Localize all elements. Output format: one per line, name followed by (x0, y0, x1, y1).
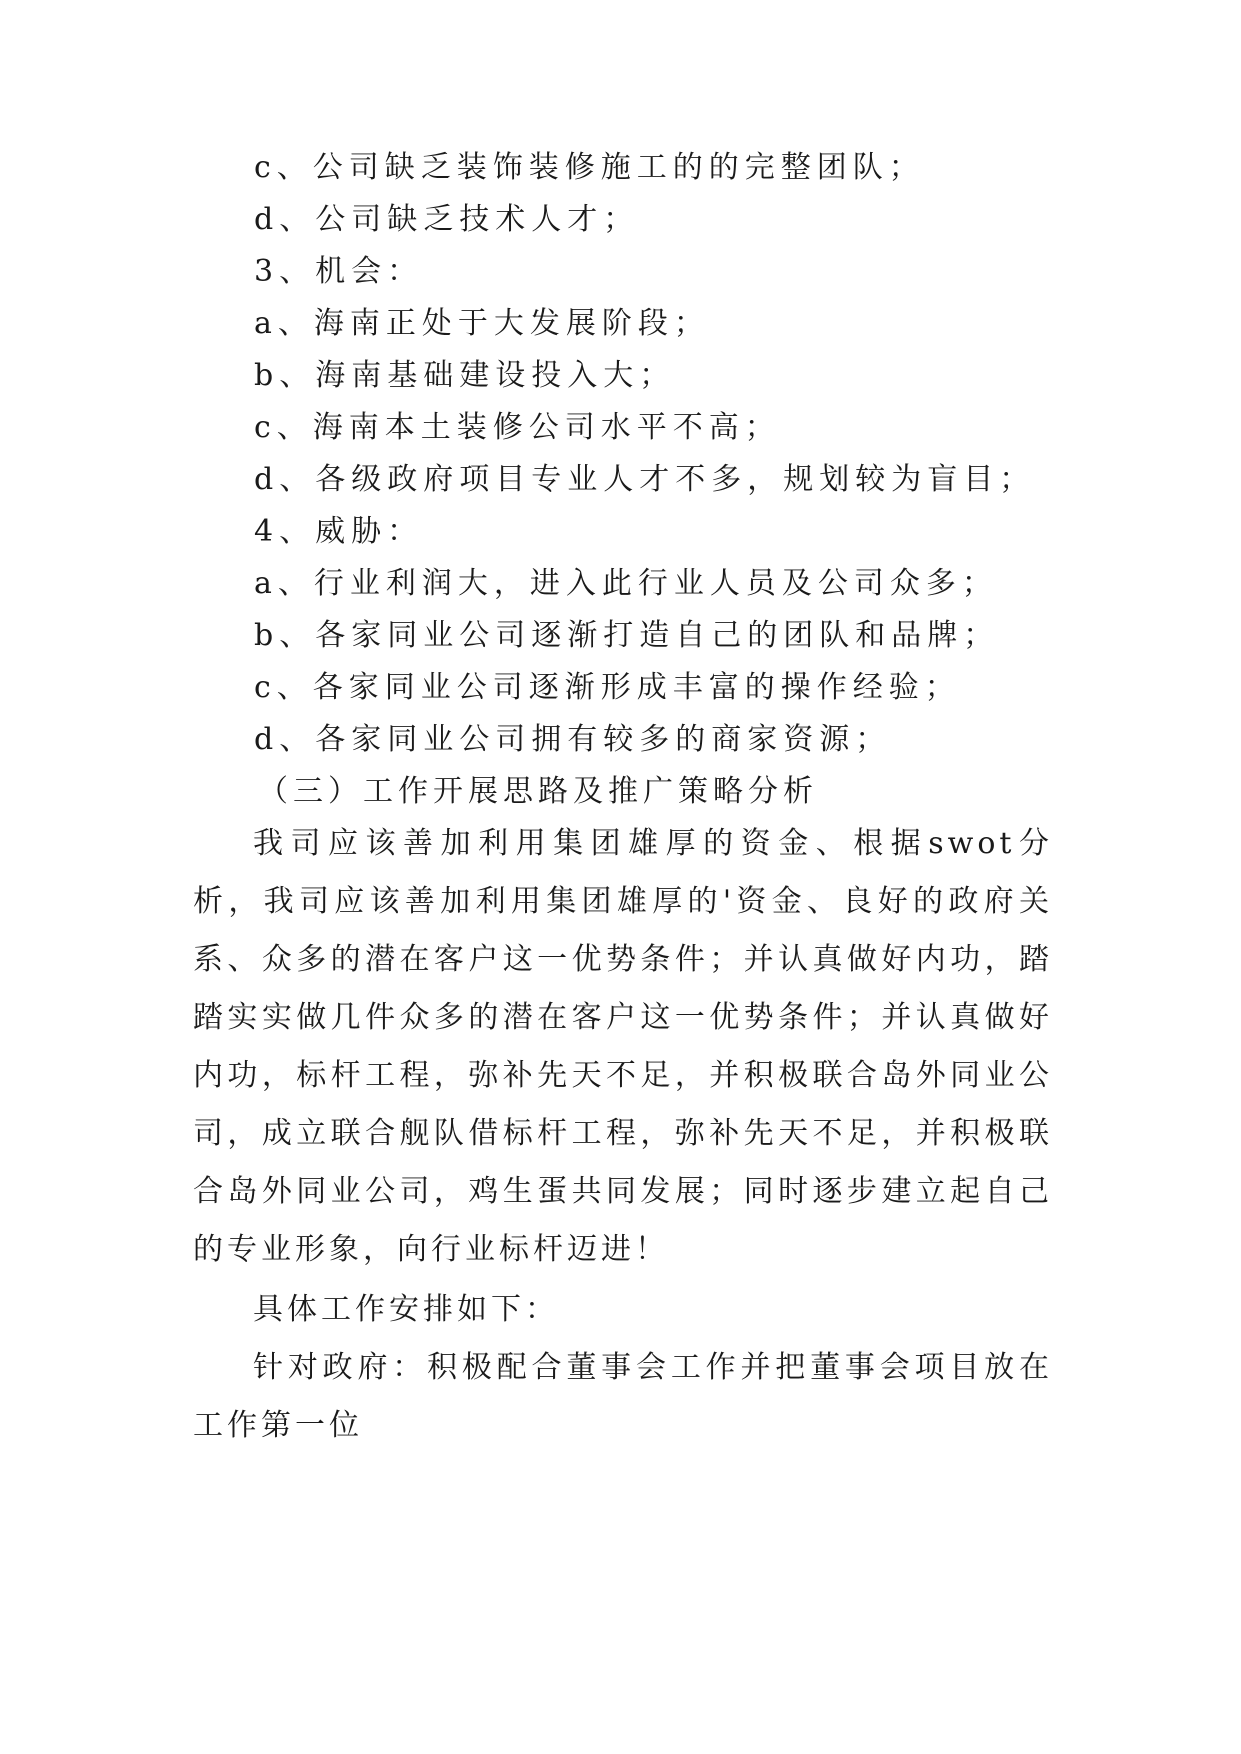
list-item: c、海南本土装修公司水平不高； (254, 410, 781, 445)
list-item: d、各家同业公司拥有较多的商家资源； (254, 722, 892, 757)
list-heading: 4、威胁： (254, 514, 424, 549)
list-item: d、各级政府项目专业人才不多，规划较为盲目； (254, 462, 1036, 497)
list-heading: 3、机会： (254, 254, 424, 289)
body-paragraph: 具体工作安排如下： (253, 1292, 559, 1327)
list-item: d、公司缺乏技术人才； (254, 202, 640, 237)
list-item: a、行业利润大，进入此行业人员及公司众多； (254, 566, 998, 601)
list-item: b、海南基础建设投入大； (254, 358, 676, 393)
list-item: a、海南正处于大发展阶段； (254, 306, 710, 341)
list-item: b、各家同业公司逐渐打造自己的团队和品牌； (254, 618, 1000, 653)
list-item: c、公司缺乏装饰装修施工的的完整团队； (254, 150, 925, 185)
section-heading: （三）工作开展思路及推广策略分析 (258, 774, 818, 809)
body-paragraph: 我司应该善加利用集团雄厚的资金、根据swot分析，我司应该善加利用集团雄厚的'资金、良好的政府关系、众多的潜在客户这一优势条件；并认真做好内功，踏踏实实做几件众多的潜在客户这一优势条件；并认真做好内功，标杆工程，弥补先天不足，并积极联合岛外同业公司，成立联合舰队借标杆工程，弥补先天不足，并积极联合岛外同业公司，鸡生蛋共同发展；同时逐步建立起自己的专业形象，向行业标杆迈进！ (193, 826, 1053, 1267)
body-paragraph: 针对政府：积极配合董事会工作并把董事会项目放在工作第一位 (193, 1350, 1053, 1443)
list-item: c、各家同业公司逐渐形成丰富的操作经验； (254, 670, 961, 705)
